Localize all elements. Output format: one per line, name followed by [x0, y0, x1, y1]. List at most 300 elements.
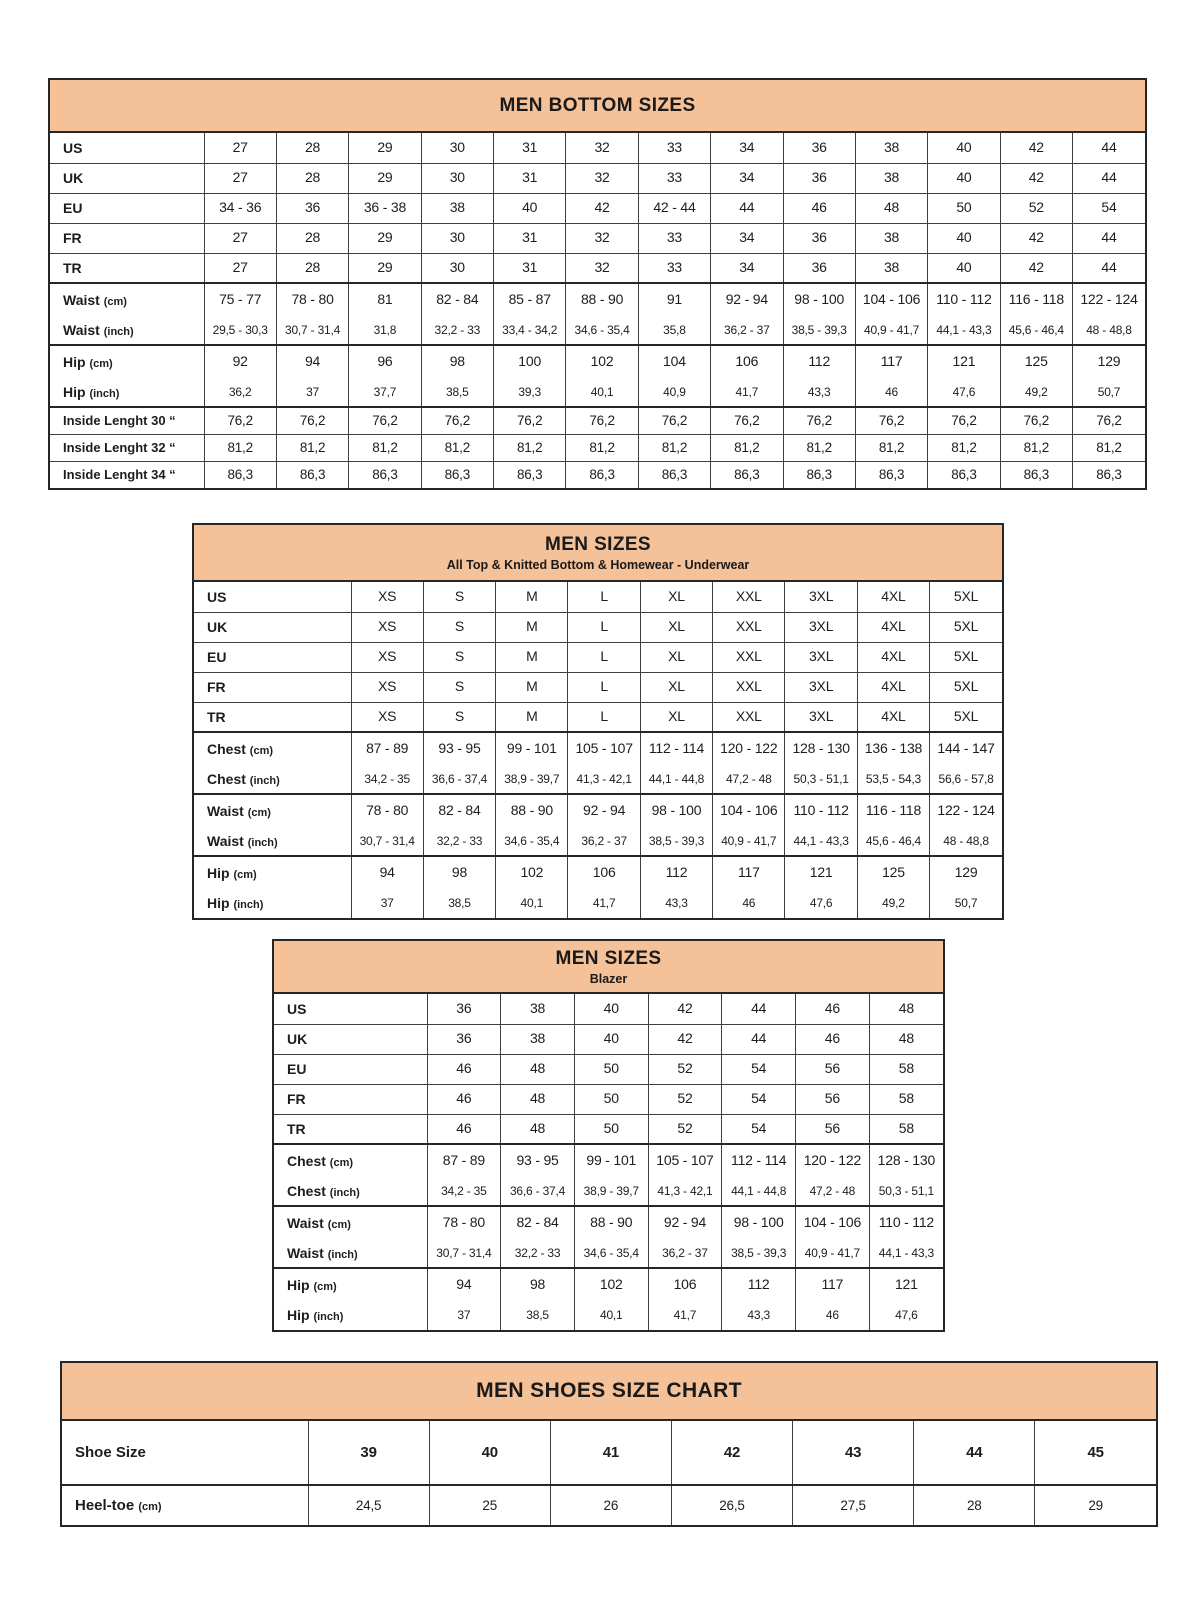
cell-value: 99 - 101: [506, 739, 557, 756]
cell: [648, 1144, 722, 1176]
cell: [648, 1300, 722, 1330]
table-row: [50, 345, 1145, 377]
cell: [869, 1114, 943, 1144]
cell: [1073, 377, 1146, 407]
cell: [423, 856, 495, 888]
cell: [1000, 315, 1072, 345]
cell: [648, 1238, 722, 1268]
cell-value: 81,2: [1023, 439, 1050, 455]
cell: [494, 163, 566, 193]
cell-value: 27: [232, 229, 248, 245]
cell: [566, 253, 638, 283]
cell-value: 5XL: [953, 678, 979, 694]
cell-value: 38: [529, 1030, 546, 1046]
cell-value: 86,3: [1023, 466, 1050, 482]
table-row: [274, 1238, 943, 1268]
table-title: MEN SIZES: [544, 533, 651, 555]
cell-value: 44,1 - 44,8: [648, 771, 705, 786]
cell: [711, 163, 783, 193]
size-table: [62, 1421, 1156, 1525]
cell: [796, 1054, 870, 1084]
cell: [349, 193, 421, 223]
cell: [1000, 223, 1072, 253]
cell: [427, 1024, 501, 1054]
cell-value: 34,2 - 35: [364, 771, 410, 786]
cell: [869, 1206, 943, 1238]
cell: [1073, 315, 1146, 345]
cell: [496, 612, 568, 642]
row-label-text: US: [63, 139, 83, 156]
cell-value: 30: [449, 229, 465, 245]
cell: [276, 133, 348, 163]
cell: [785, 612, 857, 642]
cell: [930, 672, 1002, 702]
row-label: [194, 732, 351, 764]
cell-value: 93 - 95: [516, 1151, 559, 1168]
cell-value: 110 - 112: [793, 801, 849, 818]
cell: [640, 764, 712, 794]
cell-value: 52: [677, 1060, 693, 1076]
table-header: [62, 1363, 1156, 1421]
cell-value: XL: [668, 618, 685, 634]
cell-value: 86,3: [951, 466, 977, 482]
cell-value: 54: [751, 1090, 767, 1106]
cell: [930, 826, 1002, 856]
table-row: [274, 994, 943, 1024]
cell-value: 121: [809, 863, 833, 880]
cell-value: 81,2: [516, 439, 543, 455]
cell-value: 76,2: [734, 412, 760, 428]
cell: [566, 133, 638, 163]
cell: [349, 345, 421, 377]
cell: [494, 253, 566, 283]
cell: [501, 1024, 575, 1054]
cell: [722, 1024, 796, 1054]
cell-value: 92: [232, 352, 248, 369]
cell: [574, 1084, 648, 1114]
table-row: [194, 612, 1002, 642]
cell-value: 34: [739, 258, 755, 275]
cell: [566, 434, 638, 461]
cell: [501, 1144, 575, 1176]
cell: [496, 794, 568, 826]
cell-value: 37,7: [373, 384, 397, 399]
cell-value: 42: [677, 999, 693, 1016]
cell: [928, 283, 1000, 315]
cell: [796, 1114, 870, 1144]
cell-value: 76,2: [516, 412, 543, 428]
cell-value: 3XL: [808, 678, 834, 694]
cell-value: 38: [883, 229, 900, 245]
cell-value: 40,1: [599, 1308, 623, 1322]
row-label: [274, 1114, 427, 1144]
cell: [496, 826, 568, 856]
cell-value: 24,5: [355, 1497, 382, 1513]
row-label: [274, 1024, 427, 1054]
cell: [351, 642, 423, 672]
cell: [568, 642, 640, 672]
cell: [423, 732, 495, 764]
cell-value: 39: [360, 1443, 377, 1461]
size-table: [274, 994, 943, 1330]
cell-value: 50: [603, 1060, 619, 1076]
cell: [855, 163, 927, 193]
cell-value: 38,5 - 39,3: [791, 322, 847, 337]
cell-value: 48: [529, 1090, 546, 1106]
row-label: [50, 223, 204, 253]
cell: [566, 461, 638, 488]
cell: [204, 193, 276, 223]
cell-value: 30: [449, 138, 465, 155]
cell: [855, 461, 927, 488]
row-label: [194, 856, 351, 888]
cell: [276, 377, 348, 407]
cell: [855, 407, 927, 434]
row-label: [194, 826, 351, 856]
row-label: [50, 377, 204, 407]
cell: [494, 315, 566, 345]
cell-value: 112: [665, 863, 688, 880]
cell-value: 38: [449, 199, 465, 215]
cell-value: 100: [518, 352, 542, 369]
cell-value: 32,2 - 33: [514, 1245, 561, 1260]
cell: [276, 461, 348, 488]
cell: [501, 1054, 575, 1084]
row-label-text: US: [287, 1000, 307, 1017]
cell: [722, 1054, 796, 1084]
cell-value: 82 - 84: [516, 1213, 559, 1230]
cell: [638, 434, 710, 461]
size-table: [50, 133, 1145, 488]
cell: [1035, 1421, 1156, 1485]
cell-value: 106: [673, 1275, 697, 1292]
cell-value: 46: [456, 1090, 472, 1106]
cell: [349, 283, 421, 315]
cell: [711, 345, 783, 377]
cell: [713, 856, 785, 888]
cell-value: 81,2: [227, 439, 253, 455]
cell: [204, 283, 276, 315]
cell: [351, 826, 423, 856]
table-row: [194, 732, 1002, 764]
cell-value: 28: [304, 229, 321, 245]
cell-value: 86,3: [516, 466, 543, 482]
cell: [722, 1206, 796, 1238]
cell: [494, 193, 566, 223]
cell-value: S: [454, 618, 465, 634]
cell-value: 32: [594, 229, 610, 245]
row-label-text: Inside Lenght 30 “: [63, 413, 176, 429]
row-label: [274, 1054, 427, 1084]
cell: [796, 1300, 870, 1330]
cell-value: 28: [304, 138, 321, 155]
cell-value: 116 - 118: [1008, 290, 1064, 307]
cell-value: 47,2 - 48: [809, 1183, 856, 1198]
row-label: [50, 133, 204, 163]
cell: [930, 856, 1002, 888]
cell: [638, 133, 710, 163]
cell-value: 76,2: [227, 412, 253, 428]
table-row: [274, 1268, 943, 1300]
cell-value: 102: [599, 1275, 623, 1292]
cell-value: 41,7: [735, 384, 759, 399]
row-label-text: Chest: [287, 1182, 326, 1199]
cell: [568, 764, 640, 794]
row-label: [50, 315, 204, 345]
cell-value: 38,5 - 39,3: [648, 833, 705, 848]
cell: [796, 1206, 870, 1238]
cell-value: 56,6 - 57,8: [938, 771, 994, 786]
cell: [427, 1176, 501, 1206]
cell: [638, 377, 710, 407]
cell: [568, 888, 640, 918]
cell-value: 39,3: [518, 384, 541, 399]
cell-value: 44: [1101, 169, 1117, 185]
cell: [783, 193, 855, 223]
cell-value: 81,2: [878, 439, 905, 455]
cell: [351, 794, 423, 826]
cell-value: 42: [1028, 169, 1044, 185]
cell: [785, 764, 857, 794]
cell-value: 42: [1028, 138, 1044, 155]
cell: [648, 1024, 722, 1054]
table-row: [50, 163, 1145, 193]
cell: [496, 702, 568, 732]
cell-value: S: [454, 648, 465, 664]
table-subtitle: Blazer: [589, 971, 628, 986]
cell-value: 27,5: [840, 1497, 866, 1513]
cell-value: 40: [956, 229, 972, 245]
cell: [308, 1485, 429, 1525]
cell-value: 112 - 114: [648, 739, 705, 756]
cell-value: 129: [1097, 352, 1121, 369]
cell: [574, 1206, 648, 1238]
cell-value: 43,3: [747, 1308, 770, 1322]
cell: [713, 672, 785, 702]
cell-value: 30,7 - 31,4: [359, 833, 415, 848]
cell-value: 34 - 36: [219, 199, 262, 215]
cell: [640, 642, 712, 672]
row-label-text: EU: [207, 649, 227, 665]
cell: [783, 253, 855, 283]
cell-value: 46: [456, 1119, 472, 1136]
cell: [796, 1238, 870, 1268]
row-label: [194, 612, 351, 642]
cell-value: 46: [825, 1308, 839, 1322]
cell: [568, 826, 640, 856]
cell-value: 33: [666, 229, 683, 245]
row-label-unit: (inch): [249, 774, 280, 787]
cell-value: XXL: [735, 587, 762, 604]
cell: [501, 1268, 575, 1300]
cell: [783, 163, 855, 193]
row-label-text: Waist: [287, 1244, 324, 1261]
cell: [857, 582, 929, 612]
cell-value: 25: [482, 1497, 498, 1513]
cell: [1073, 163, 1146, 193]
cell: [204, 345, 276, 377]
cell: [857, 794, 929, 826]
cell: [857, 702, 929, 732]
cell-value: 41,7: [592, 896, 616, 910]
cell: [722, 1176, 796, 1206]
table-row: [274, 1114, 943, 1144]
cell-value: 128 - 130: [877, 1151, 936, 1168]
cell-value: 40: [522, 199, 538, 215]
table-row: [62, 1485, 1156, 1525]
cell: [785, 732, 857, 764]
cell-value: 4XL: [881, 678, 906, 694]
cell: [638, 223, 710, 253]
table-row: [194, 582, 1002, 612]
cell-value: 27: [232, 169, 248, 185]
cell: [421, 223, 493, 253]
cell-value: 38: [883, 169, 900, 185]
cell-value: 122 - 124: [937, 801, 995, 818]
cell-value: 44,1 - 43,3: [936, 322, 992, 337]
cell: [351, 672, 423, 702]
cell-value: 36: [456, 999, 472, 1016]
row-label-unit: (cm): [327, 1218, 351, 1231]
cell-value: 86,3: [444, 466, 471, 482]
cell: [423, 582, 495, 612]
table-row: [50, 133, 1145, 163]
cell: [928, 163, 1000, 193]
cell-value: 76,2: [661, 412, 688, 428]
cell-value: 48: [529, 1060, 546, 1076]
cell: [204, 163, 276, 193]
row-label: [274, 1144, 427, 1176]
cell-value: 34,6 - 35,4: [574, 322, 630, 337]
cell-value: L: [600, 707, 608, 724]
cell: [713, 826, 785, 856]
cell-value: 93 - 95: [438, 739, 481, 756]
cell-value: 76,2: [372, 412, 398, 428]
cell-value: M: [526, 707, 538, 724]
row-label-text: Chest: [207, 740, 246, 757]
cell-value: 43: [844, 1443, 862, 1461]
cell: [568, 612, 640, 642]
cell-value: 5XL: [953, 587, 979, 604]
cell: [1000, 461, 1072, 488]
cell-value: 36,2 - 37: [581, 833, 627, 848]
row-label: [274, 1206, 427, 1238]
cell: [276, 434, 348, 461]
cell-value: 94: [456, 1275, 472, 1292]
table-header: [194, 525, 1002, 582]
row-label: [50, 283, 204, 315]
cell-value: 38,9 - 39,7: [504, 771, 560, 786]
table-header: [274, 941, 943, 994]
cell-value: 86,3: [878, 466, 905, 482]
cell-value: 129: [954, 863, 978, 880]
table-row: [50, 434, 1145, 461]
cell: [1073, 407, 1146, 434]
cell: [427, 994, 501, 1024]
table-title: MEN SIZES: [555, 947, 662, 969]
cell-value: 40: [603, 999, 619, 1016]
cell-value: 4XL: [881, 648, 906, 664]
cell: [427, 1206, 501, 1238]
cell-value: 87 - 89: [366, 739, 409, 756]
row-label-text: UK: [287, 1031, 308, 1047]
cell-value: 36,2: [228, 384, 252, 399]
cell: [640, 582, 712, 612]
cell-value: 78 - 80: [442, 1213, 485, 1230]
cell: [427, 1084, 501, 1114]
cell: [711, 253, 783, 283]
cell: [496, 888, 568, 918]
cell: [496, 672, 568, 702]
cell-value: 36: [456, 1030, 472, 1046]
cell: [638, 193, 710, 223]
cell: [785, 702, 857, 732]
cell: [857, 672, 929, 702]
cell: [869, 1300, 943, 1330]
cell-value: 40,9 - 41,7: [863, 322, 920, 337]
cell-value: 47,6: [895, 1308, 918, 1322]
cell: [494, 283, 566, 315]
cell-value: 38,9 - 39,7: [583, 1183, 639, 1198]
row-label-unit: (cm): [249, 744, 274, 757]
table-row: [50, 315, 1145, 345]
cell-value: 26,5: [719, 1497, 745, 1513]
cell-value: 56: [824, 1119, 840, 1136]
cell: [574, 1176, 648, 1206]
table-row: [194, 888, 1002, 918]
cell-value: 136 - 138: [864, 739, 923, 756]
table-row: [274, 1144, 943, 1176]
cell: [855, 315, 927, 345]
cell-value: 99 - 101: [586, 1151, 637, 1168]
cell: [421, 407, 493, 434]
cell-value: L: [600, 618, 608, 634]
cell-value: 81,2: [299, 439, 326, 455]
cell: [501, 1084, 575, 1114]
cell-value: 26: [603, 1497, 619, 1513]
cell: [1000, 163, 1072, 193]
cell-value: 33: [666, 258, 683, 275]
cell-value: 33: [666, 169, 683, 185]
cell-value: 3XL: [808, 587, 834, 604]
cell: [648, 1084, 722, 1114]
cell: [638, 345, 710, 377]
cell-value: 36: [811, 138, 827, 155]
cell-value: 96: [377, 352, 393, 369]
cell: [930, 642, 1002, 672]
cell-value: 128 - 130: [792, 739, 850, 756]
row-label: [50, 345, 204, 377]
cell-value: 37: [457, 1308, 471, 1322]
cell: [427, 1144, 501, 1176]
cell: [783, 345, 855, 377]
row-label-text: TR: [287, 1120, 306, 1137]
cell: [796, 994, 870, 1024]
cell-value: 50,3 - 51,1: [878, 1183, 934, 1198]
cell-value: XXL: [735, 618, 762, 634]
cell: [711, 283, 783, 315]
cell: [349, 223, 421, 253]
cell-value: 98 - 100: [794, 290, 845, 307]
cell-value: 76,2: [299, 412, 326, 428]
row-label: [194, 672, 351, 702]
table-row: [194, 764, 1002, 794]
cell: [568, 702, 640, 732]
cell: [928, 223, 1000, 253]
row-label-unit: (inch): [103, 325, 134, 338]
cell-value: 76,2: [444, 412, 471, 428]
cell: [928, 315, 1000, 345]
